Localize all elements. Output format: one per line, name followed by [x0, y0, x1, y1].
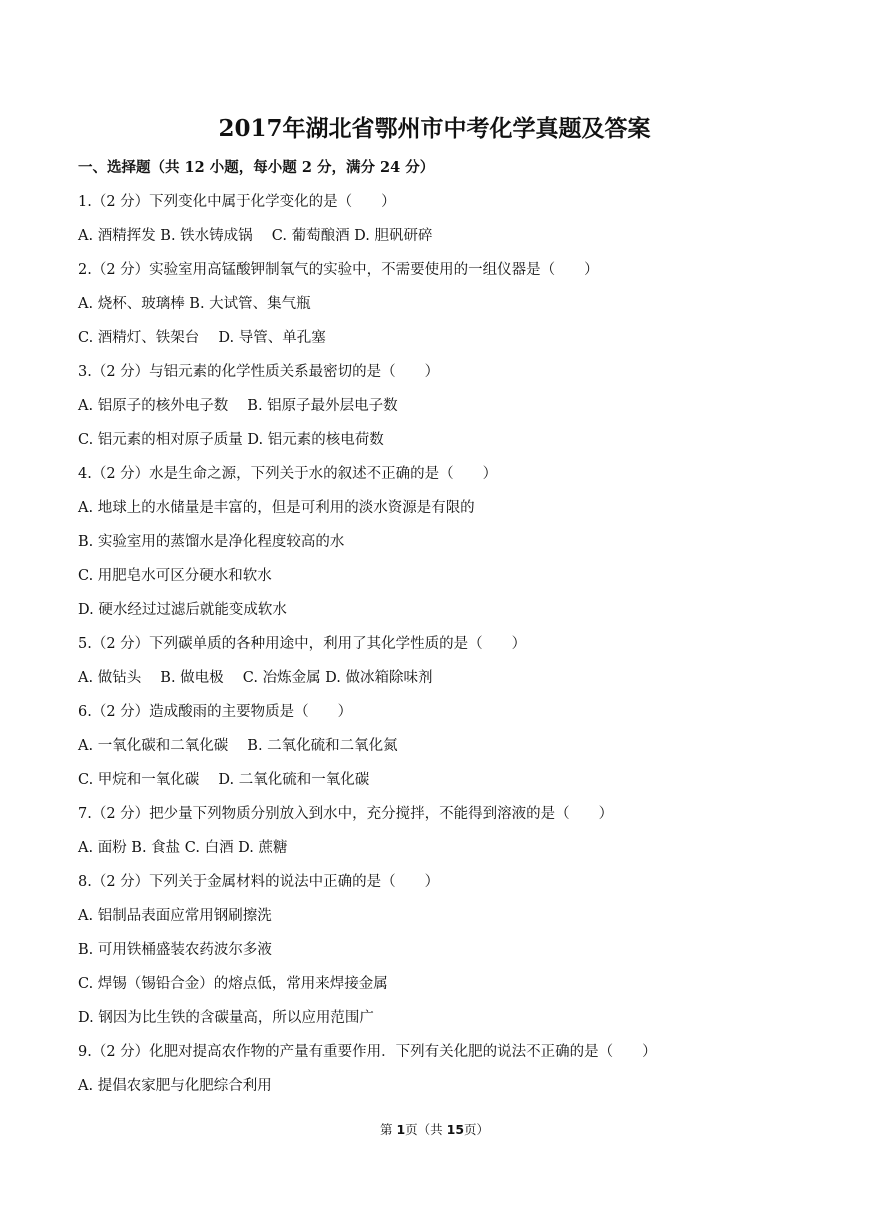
question-line: A. 烧杯、玻璃棒 B. 大试管、集气瓶 [78, 296, 311, 312]
question-line: A. 一氧化碳和二氧化碳 B. 二氧化硫和二氧化氮 [78, 738, 398, 754]
question-line: A. 做钻头 B. 做电极 C. 冶炼金属 D. 做冰箱除味剂 [78, 670, 433, 686]
question-line: C. 酒精灯、铁架台 D. 导管、单孔塞 [78, 330, 326, 346]
question-line: C. 焊锡（锡铅合金）的熔点低，常用来焊接金属 [78, 976, 388, 992]
question-line: A. 铝制品表面应常用钢刷擦洗 [78, 908, 272, 924]
page-total: 15 [446, 1122, 465, 1137]
question-line: C. 甲烷和一氧化碳 D. 二氧化硫和一氧化碳 [78, 772, 370, 788]
question-line: 4.（2 分）水是生命之源，下列关于水的叙述不正确的是（ ） [78, 466, 498, 482]
question-line: 9.（2 分）化肥对提高农作物的产量有重要作用．下列有关化肥的说法不正确的是（ ） [78, 1044, 657, 1060]
question-line: A. 面粉 B. 食盐 C. 白酒 D. 蔗糖 [78, 840, 288, 856]
question-line: A. 酒精挥发 B. 铁水铸成锅 C. 葡萄酿酒 D. 胆矾研碎 [78, 228, 433, 244]
question-line: A. 铝原子的核外电子数 B. 铝原子最外层电子数 [78, 398, 398, 414]
document-title: 2017年湖北省鄂州市中考化学真题及答案 [218, 115, 651, 142]
question-line: 6.（2 分）造成酸雨的主要物质是（ ） [78, 704, 353, 720]
question-line: D. 硬水经过过滤后就能变成软水 [78, 602, 287, 618]
question-line: C. 铝元素的相对原子质量 D. 铝元素的核电荷数 [78, 432, 384, 448]
footer-middle: 页（共 [405, 1122, 447, 1137]
question-list [78, 189, 798, 1107]
footer-prefix: 第 [379, 1122, 397, 1137]
question-line: 1.（2 分）下列变化中属于化学变化的是（ ） [78, 194, 396, 210]
question-line: C. 用肥皂水可区分硬水和软水 [78, 568, 272, 584]
question-line: 2.（2 分）实验室用高锰酸钾制氧气的实验中，不需要使用的一组仪器是（ ） [78, 262, 599, 278]
question-line: D. 钢因为比生铁的含碳量高，所以应用范围广 [78, 1010, 374, 1026]
page-footer [0, 1121, 869, 1139]
question-line: 8.（2 分）下列关于金属材料的说法中正确的是（ ） [78, 874, 440, 890]
question-line: A. 提倡农家肥与化肥综合利用 [78, 1078, 272, 1094]
question-line: B. 实验室用的蒸馏水是净化程度较高的水 [78, 534, 345, 550]
section-heading: 一、选择题（共 12 小题，每小题 2 分，满分 24 分） [78, 159, 435, 176]
question-line: A. 地球上的水储量是丰富的，但是可利用的淡水资源是有限的 [78, 500, 475, 516]
question-line: B. 可用铁桶盛装农药波尔多液 [78, 942, 272, 958]
question-line: 7.（2 分）把少量下列物质分别放入到水中，充分搅拌，不能得到溶液的是（ ） [78, 806, 614, 822]
question-line: 3.（2 分）与铝元素的化学性质关系最密切的是（ ） [78, 364, 440, 380]
footer-suffix: 页） [464, 1122, 490, 1137]
page-number: 1 [396, 1122, 406, 1137]
question-line: 5.（2 分）下列碳单质的各种用途中，利用了其化学性质的是（ ） [78, 636, 527, 652]
